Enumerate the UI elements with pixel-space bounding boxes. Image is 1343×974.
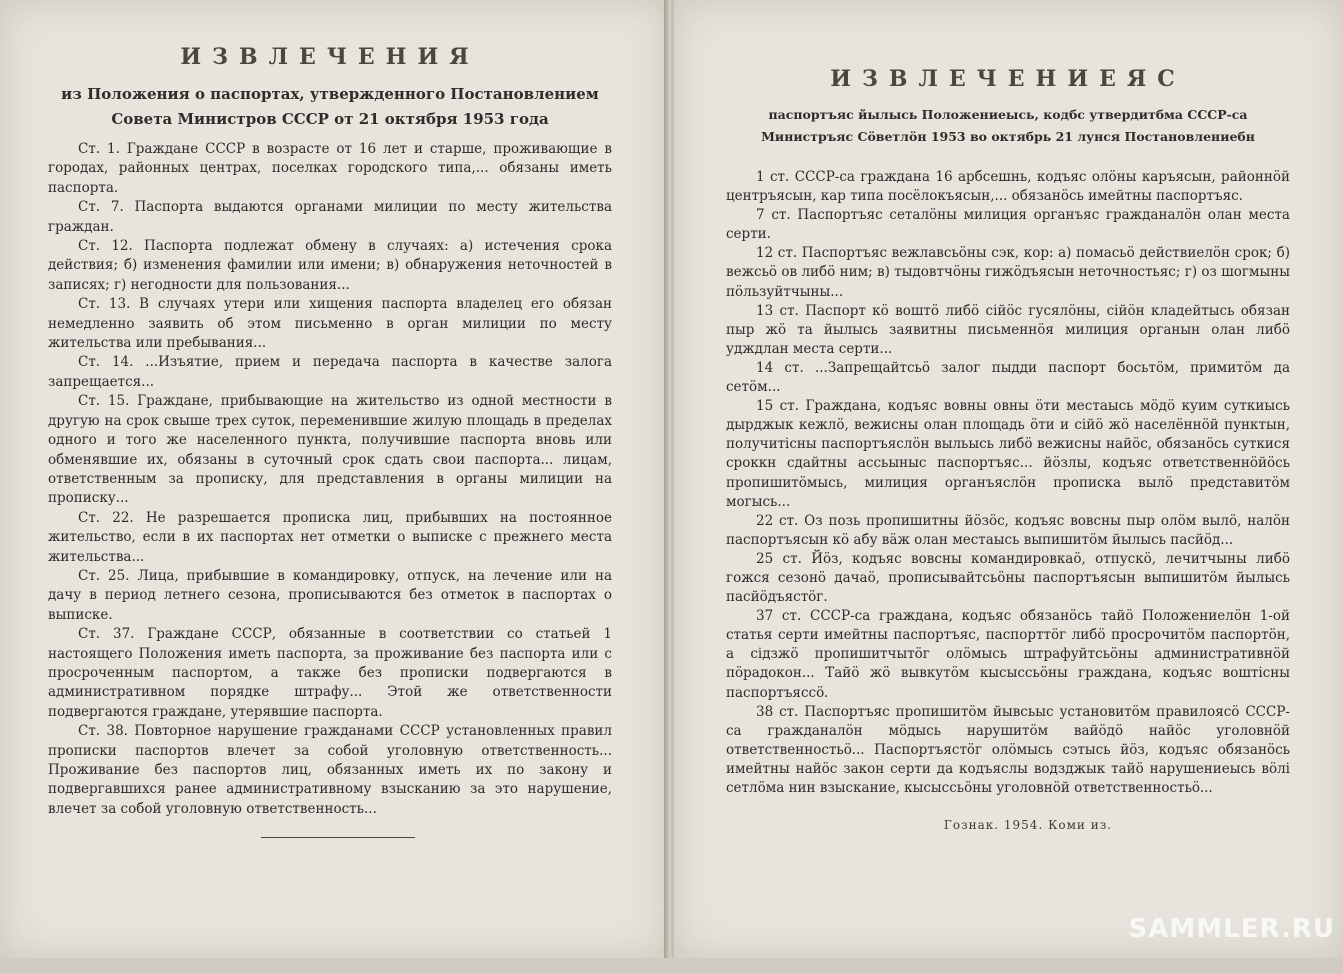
left-article-22: Ст. 22. Не разрешается прописка лиц, прибывших на постоянное жительство, если в их паспортах нет отметки о выписке с прежнего места жительства... bbox=[48, 509, 612, 565]
right-subheading-line: паспортъяс йылысь Положениеысь, кодбс утвердитбма СССР-са bbox=[768, 107, 1248, 122]
right-subheading-line: Министръяс Сöветлöн 1953 во октябрь 21 лунся Постановлениебн bbox=[761, 129, 1255, 144]
left-article-12: Ст. 12. Паспорта подлежат обмену в случаях: а) истечения срока действия; б) изменения фамилии или имени; в) обнаружения неточностей в записях; г) негодности для пользования... bbox=[48, 238, 612, 293]
left-article-25: Ст. 25. Лица, прибывшие в командировку, отпуск, на лечение или на дачу в период летнего сезона, прописываются без отметок в паспортах о выписке. bbox=[48, 567, 612, 623]
left-subheading-line: Совета Министров СССР от 21 октября 1953 года bbox=[111, 110, 549, 128]
left-article-7: Ст. 7. Паспорта выдаются органами милиции по месту жительства граждан. bbox=[48, 199, 612, 235]
right-page-content bbox=[726, 66, 1290, 832]
right-article-25: 25 ст. Йöз, кодъяс вовсны командировкаö, отпускö, лечитчыны либö гожся сезонö дачаö, прописывайтсьöны паспортъясын выпишитöм йылысь пасйöдъястöг. bbox=[726, 550, 1290, 606]
page-bottom-edge bbox=[0, 958, 1343, 974]
left-subheading bbox=[48, 82, 612, 132]
right-article-7: 7 ст. Паспортъяс сеталöны милиция органъяс гражданалöн олан места серти. bbox=[726, 207, 1290, 243]
right-article-13: 13 ст. Паспорт кö воштö либö сійöс гусялöны, сійöн кладейтысь обязан пыр жö та йылысь заявитны письменнöя милиция органын олан либö удждлан места серти... bbox=[726, 302, 1290, 357]
right-article-22: 22 ст. Оз позь пропишитны йöзöс, кодъяс вовсны пыр олöм вылö, налöн паспортъясын кö абу вäж олан местаысь выпишитöм йылысь пасйöд... bbox=[726, 512, 1290, 548]
right-subheading bbox=[726, 104, 1290, 148]
left-article-1: Ст. 1. Граждане СССР в возрасте от 16 лет и старше, проживающие в городах, районных центрах, поселках городского типа,... обязаны иметь паспорта. bbox=[48, 141, 612, 196]
right-page bbox=[672, 0, 1343, 958]
right-heading: ИЗВЛЕЧЕНИЕЯС bbox=[830, 66, 1186, 92]
left-page bbox=[0, 0, 670, 958]
right-article-1: 1 ст. СССР-са граждана 16 арбсешнь, кодъяс олöны каръясын, районнöй центръясын, кар типа посёлокъясын,... обязанöсь имейтны паспортъяс. bbox=[726, 169, 1290, 205]
site-watermark: SAMMLER.RU bbox=[1128, 914, 1335, 944]
printer-imprint: Гознак. 1954. Коми из. bbox=[943, 818, 1113, 833]
right-article-38: 38 ст. Паспортъяс пропишитöм йывсьыс установитöм правилоясö СССР-са гражданалöн мöдысь нарушитöм вайöдö найöс уголовнöй ответственностьö... Паспортъястöг олöмысь сэтысь йöз, кодъяс обязанöсь имейтны найöс закон серти да кодъяслы водзджык тайö нарушениеысь вöлі сетлöма нин взыскание, кысыссьöны уголовнöй ответственностьö... bbox=[726, 703, 1290, 796]
right-article-15: 15 ст. Граждана, кодъяс вовны овны öти местаысь мöдö куим суткиысь дырджык кежлö, вежисны олан площадь öти и сійö жö населённöй пунктын, получитісны паспортъяслöн выльысь либö вежисны найöс, обязанöсь суткися сроккн сдайтны ассьыныс паспортъяс... йöзлы, кодъяс ответственнöйöсь пропишитöмысь, милиция органъяслöн прописка вылö представитöм могысь... bbox=[726, 398, 1290, 510]
left-page-content bbox=[48, 44, 612, 838]
right-article-12: 12 ст. Паспортъяс вежлавсьöны сэк, кор: а) помасьö действиелöн срок; б) вежсьö ов либö ним; в) тыдовтчöны гижöдъясын неточностьяс; г) оз шогмыны пöльзуйтчыны... bbox=[726, 245, 1290, 300]
left-subheading-line: из Положения о паспортах, утвержденного Постановлением bbox=[61, 85, 599, 103]
left-article-13: Ст. 13. В случаях утери или хищения паспорта владелец его обязан немедленно заявить об этом письменно в орган милиции по месту жительства или пребывания... bbox=[48, 296, 612, 352]
left-article-37: Ст. 37. Граждане СССР, обязанные в соответствии со статьей 1 настоящего Положения иметь паспорта, за проживание без паспорта или с просроченным паспортом, а также без прописки подвергаются в административном порядке штрафу... Этой же ответственности подвергаются граждане, утерявшие паспорта. bbox=[48, 626, 612, 720]
right-article-14: 14 ст. ...Запрещайтсьö залог пыдди паспорт босьтöм, примитöм да сетöм... bbox=[726, 359, 1290, 396]
left-article-14: Ст. 14. ...Изъятие, прием и передача паспорта в качестве залога запрещается... bbox=[48, 354, 612, 390]
right-article-37: 37 ст. СССР-са граждана, кодъяс обязанöсь тайö Положениелöн 1-ой статья серти имейтны паспортъяс, паспорттöг либö просрочитöм паспортöн, а сідзжö пропишитчытöг олöмысь штрафуйтсьöны административнöй пöрадокон... Тайö жö вывкутöм кысыссьöны граждана, кодъяс воштісны паспортъяссö. bbox=[726, 608, 1290, 701]
left-article-15: Ст. 15. Граждане, прибывающие на жительство из одной местности в другую на срок свыше трех суток, переменившие жилую площадь в пределах одного и того же населенного пункта, получившие паспорта вновь или обменявшие их, обязаны в суточный срок сдать свои паспорта... лицам, ответственным за прописку, для представления в органы милиции на прописку... bbox=[48, 393, 612, 507]
left-heading: ИЗВЛЕЧЕНИЯ bbox=[180, 44, 480, 70]
closing-divider bbox=[261, 837, 415, 838]
left-article-38: Ст. 38. Повторное нарушение гражданами СССР установленных правил прописки паспортов влечет за собой уголовную ответственность... Проживание без паспортов лиц, обязанных иметь их по закону и подвергавшихся ранее административному взысканию за это нарушение, влечет за собой уголовную ответственность... bbox=[48, 723, 612, 817]
